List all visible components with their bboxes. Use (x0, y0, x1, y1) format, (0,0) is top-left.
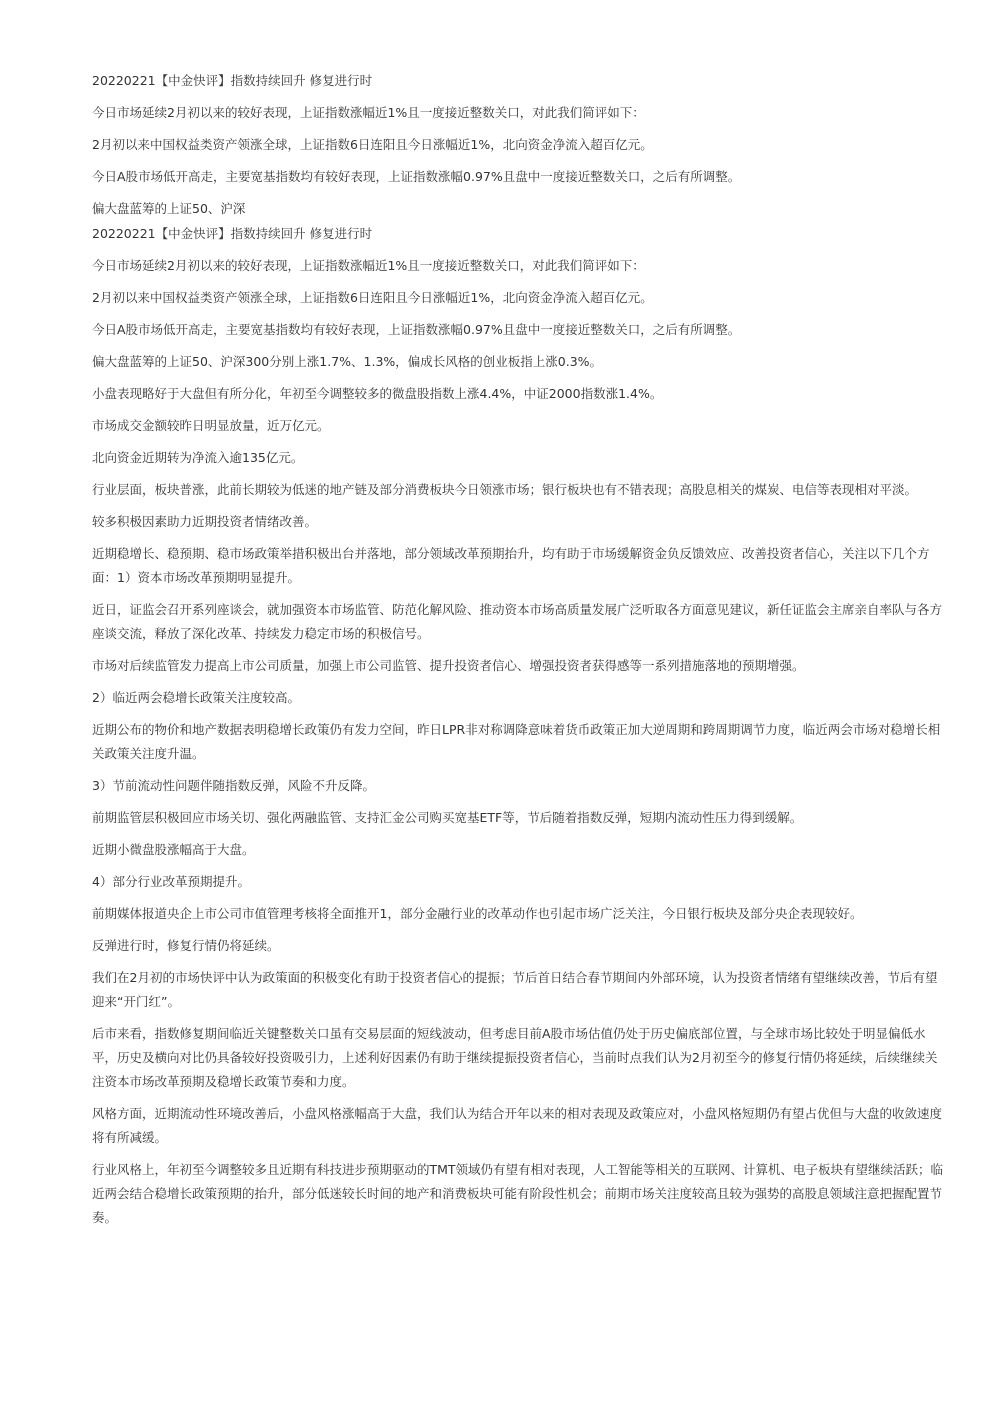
article-body (92, 69, 944, 1230)
paragraph: 2月初以来中国权益类资产领涨全球，上证指数6日连阳且今日涨幅近1%，北向资金净流入超百亿元。 (92, 290, 653, 305)
paragraph: 反弹进行时，修复行情仍将延续。 (92, 938, 280, 953)
paragraph: 今日市场延续2月初以来的较好表现，上证指数涨幅近1%且一度接近整数关口，对此我们简评如下： (92, 105, 645, 120)
paragraph: 今日A股市场低开高走，主要宽基指数均有较好表现，上证指数涨幅0.97%且盘中一度接近整数关口，之后有所调整。 (92, 169, 741, 184)
paragraph: 偏大盘蓝筹的上证50、沪深 (92, 201, 246, 216)
paragraph: 市场对后续监管发力提高上市公司质量，加强上市公司监管、提升投资者信心、增强投资者获得感等一系列措施落地的预期增强。 (92, 658, 805, 673)
paragraph: 偏大盘蓝筹的上证50、沪深300分别上涨1.7%、1.3%，偏成长风格的创业板指上涨0.3%。 (92, 354, 603, 369)
paragraph: 小盘表现略好于大盘但有所分化，年初至今调整较多的微盘股指数上涨4.4%，中证2000指数涨1.4%。 (92, 386, 663, 401)
paragraph: 较多积极因素助力近期投资者情绪改善。 (92, 514, 318, 529)
paragraph: 2）临近两会稳增长政策关注度较高。 (92, 690, 300, 705)
paragraph: 3）节前流动性问题伴随指数反弹，风险不升反降。 (92, 778, 375, 793)
paragraph: 我们在2月初的市场快评中认为政策面的积极变化有助于投资者信心的提振；节后首日结合春节期间内外部环境，认为投资者情绪有望继续改善，节后有望迎来“开门红”。 (92, 970, 938, 1009)
paragraph: 今日市场延续2月初以来的较好表现，上证指数涨幅近1%且一度接近整数关口，对此我们简评如下： (92, 258, 645, 273)
paragraph: 4）部分行业改革预期提升。 (92, 874, 250, 889)
paragraph: 今日A股市场低开高走，主要宽基指数均有较好表现，上证指数涨幅0.97%且盘中一度接近整数关口，之后有所调整。 (92, 322, 741, 337)
paragraph: 20220221【中金快评】指数持续回升 修复进行时 (92, 226, 373, 241)
paragraph: 行业风格上，年初至今调整较多且近期有科技进步预期驱动的TMT领域仍有望有相对表现，人工智能等相关的互联网、计算机、电子板块有望继续活跃；临近两会结合稳增长政策预期的抬升，部分低迷较长时间的地产和消费板块可能有阶段性机会；前期市场关注度较高且较为强势的高股息领域注意把握配置节奏。 (92, 1162, 944, 1225)
paragraph: 市场成交金额较昨日明显放量，近万亿元。 (92, 418, 330, 433)
paragraph: 20220221【中金快评】指数持续回升 修复进行时 (92, 73, 373, 88)
paragraph: 前期媒体报道央企上市公司市值管理考核将全面推开1，部分金融行业的改革动作也引起市场广泛关注，今日银行板块及部分央企表现较好。 (92, 906, 863, 921)
paragraph: 近期稳增长、稳预期、稳市场政策举措积极出台并落地，部分领域改革预期抬升，均有助于市场缓解资金负反馈效应、改善投资者信心，关注以下几个方面：1）资本市场改革预期明显提升。 (92, 546, 930, 585)
paragraph: 近日，证监会召开系列座谈会，就加强资本市场监管、防范化解风险、推动资本市场高质量发展广泛听取各方面意见建议，新任证监会主席亲自率队与各方座谈交流，释放了深化改革、持续发力稳定市场的积极信号。 (92, 602, 943, 641)
paragraph: 北向资金近期转为净流入逾135亿元。 (92, 450, 304, 465)
paragraph: 风格方面，近期流动性环境改善后，小盘风格涨幅高于大盘，我们认为结合开年以来的相对表现及政策应对，小盘风格短期仍有望占优但与大盘的收敛速度将有所减缓。 (92, 1106, 943, 1145)
paragraph: 2月初以来中国权益类资产领涨全球，上证指数6日连阳且今日涨幅近1%，北向资金净流入超百亿元。 (92, 137, 653, 152)
paragraph: 近期公布的物价和地产数据表明稳增长政策仍有发力空间，昨日LPR非对称调降意味着货币政策正加大逆周期和跨周期调节力度，临近两会市场对稳增长相关政策关注度升温。 (92, 722, 941, 761)
paragraph: 前期监管层积极回应市场关切、强化两融监管、支持汇金公司购买宽基ETF等，节后随着指数反弹，短期内流动性压力得到缓解。 (92, 810, 803, 825)
paragraph: 近期小微盘股涨幅高于大盘。 (92, 842, 255, 857)
paragraph: 行业层面，板块普涨，此前长期较为低迷的地产链及部分消费板块今日领涨市场；银行板块也有不错表现；高股息相关的煤炭、电信等表现相对平淡。 (92, 482, 918, 497)
paragraph: 后市来看，指数修复期间临近关键整数关口虽有交易层面的短线波动，但考虑目前A股市场估值仍处于历史偏底部位置，与全球市场比较处于明显偏低水平，历史及横向对比仍具备较好投资吸引力，上述利好因素仍有助于继续提振投资者信心，当前时点我们认为2月初至今的修复行情仍将延续，后续继续关注资本市场改革预期及稳增长政策节奏和力度。 (92, 1026, 938, 1089)
